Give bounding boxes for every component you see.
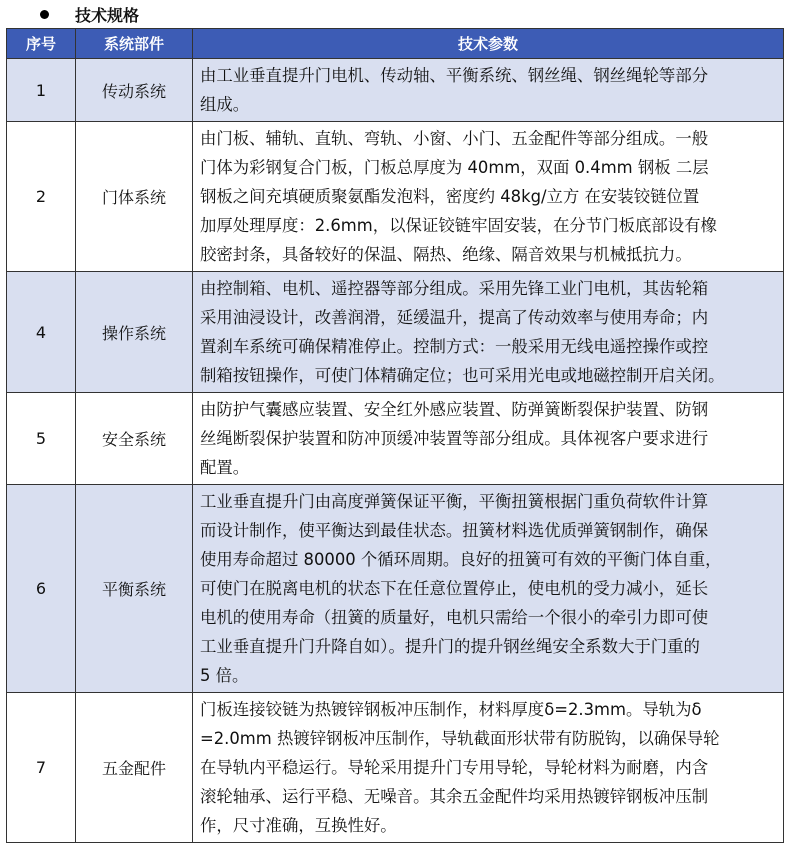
description-line: 加厚处理厚度：2.6mm，以保证铰链牢固安装，在分节门板底部设有橡 xyxy=(200,216,717,235)
description-line: 在导轨内平稳运行。导轮采用提升门专用导轮，导轮材料为耐磨，内含 xyxy=(200,758,709,777)
description-line: 配置。 xyxy=(200,458,250,477)
description-line: 工业垂直提升门由高度弹簧保证平衡，平衡扭簧根据门重负荷软件计算 xyxy=(200,492,709,511)
row-number: 7 xyxy=(7,693,76,843)
description-line: 电机的使用寿命（扭簧的质量好，电机只需给一个很小的牵引力即可使 xyxy=(200,608,709,627)
description-line: 门体为彩钢复合门板，门板总厚度为 40mm，双面 0.4mm 钢板 二层 xyxy=(200,158,709,177)
description-line: 由门板、辅轨、直轨、弯轨、小窗、小门、五金配件等部分组成。一般 xyxy=(200,129,709,148)
description-line: 钢板之间充填硬质聚氨酯发泡料，密度约 48kg/立方 在安装铰链位置 xyxy=(200,187,700,206)
table-row xyxy=(7,272,784,393)
component-name: 操作系统 xyxy=(76,272,193,393)
description-line: 由工业垂直提升门电机、传动轴、平衡系统、钢丝绳、钢丝绳轮等部分 xyxy=(200,66,709,85)
technical-parameters xyxy=(193,393,784,485)
description-line: 作，尺寸准确，互换性好。 xyxy=(200,816,397,835)
component-name: 传动系统 xyxy=(76,59,193,122)
description-line: 组成。 xyxy=(200,95,250,114)
description-line: 丝绳断裂保护装置和防冲顶缓冲装置等部分组成。具体视客户要求进行 xyxy=(200,429,709,448)
header-number: 序号 xyxy=(7,29,76,59)
description-line: 由控制箱、电机、遥控器等部分组成。采用先锋工业门电机，其齿轮箱 xyxy=(200,279,709,298)
description-line: 门板连接铰链为热镀锌钢板冲压制作，材料厚度δ=2.3mm。导轨为δ xyxy=(200,700,702,719)
technical-parameters xyxy=(193,693,784,843)
component-name: 五金配件 xyxy=(76,693,193,843)
component-name: 平衡系统 xyxy=(76,485,193,693)
component-name: 门体系统 xyxy=(76,122,193,272)
technical-parameters xyxy=(193,272,784,393)
description-line: 可使门在脱离电机的状态下在任意位置停止，使电机的受力减小，延长 xyxy=(200,579,709,598)
section-title: 技术规格 xyxy=(75,5,140,25)
description-line: 置刹车系统可确保精准停止。控制方式：一般采用无线电遥控操作或控 xyxy=(200,337,709,356)
row-number: 1 xyxy=(7,59,76,122)
table-row xyxy=(7,693,784,843)
description-line: 采用油浸设计，改善润滑，延缓温升，提高了传动效率与使用寿命；内 xyxy=(200,308,709,327)
header-component: 系统部件 xyxy=(76,29,193,59)
spec-table xyxy=(6,28,784,843)
table-row xyxy=(7,59,784,122)
description-line: 工业垂直提升门升降自如）。提升门的提升钢丝绳安全系数大于门重的 xyxy=(200,637,700,656)
row-number: 6 xyxy=(7,485,76,693)
description-line: 由防护气囊感应装置、安全红外感应装置、防弹簧断裂保护装置、防钢 xyxy=(200,400,709,419)
table-row xyxy=(7,485,784,693)
description-line: 而设计制作，使平衡达到最佳状态。扭簧材料选优质弹簧钢制作，确保 xyxy=(200,521,709,540)
description-line: 制箱按钮操作，可使门体精确定位；也可采用光电或地磁控制开启关闭。 xyxy=(200,366,725,385)
description-line: =2.0mm 热镀锌钢板冲压制作，导轨截面形状带有防脱钩，以确保导轮 xyxy=(200,729,720,748)
description-line: 胶密封条，具备较好的保温、隔热、绝缘、隔音效果与机械抵抗力。 xyxy=(200,245,692,264)
description-line: 使用寿命超过 80000 个循环周期。良好的扭簧可有效的平衡门体自重， xyxy=(200,550,722,569)
technical-parameters xyxy=(193,59,784,122)
table-row xyxy=(7,122,784,272)
header-parameters: 技术参数 xyxy=(193,29,784,59)
table-row xyxy=(7,393,784,485)
row-number: 5 xyxy=(7,393,76,485)
description-line: 滚轮轴承、运行平稳、无噪音。其余五金配件均采用热镀锌钢板冲压制 xyxy=(200,787,709,806)
bullet-icon xyxy=(40,10,49,19)
technical-parameters xyxy=(193,122,784,272)
section-heading xyxy=(40,2,139,26)
component-name: 安全系统 xyxy=(76,393,193,485)
description-line: 5 倍。 xyxy=(200,666,249,685)
table-header-row xyxy=(7,29,784,59)
row-number: 4 xyxy=(7,272,76,393)
row-number: 2 xyxy=(7,122,76,272)
technical-parameters xyxy=(193,485,784,693)
